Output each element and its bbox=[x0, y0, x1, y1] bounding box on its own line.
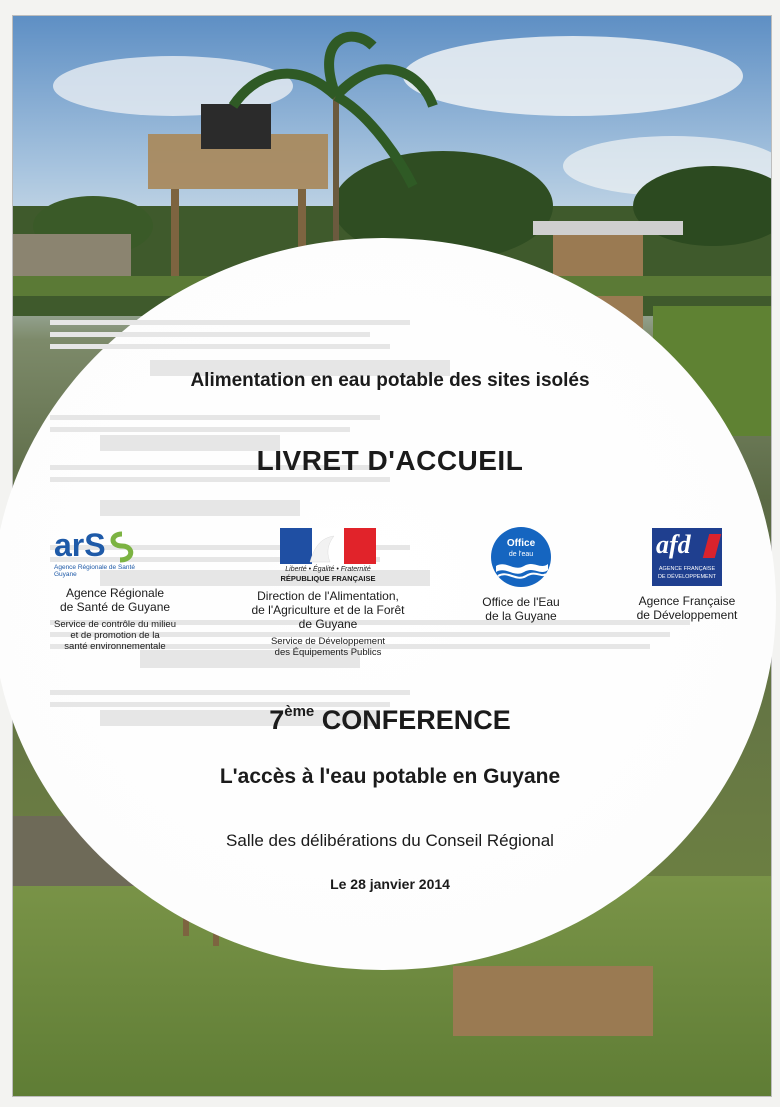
republic-motto: Liberté • Égalité • Fraternité bbox=[285, 566, 371, 573]
ars-sub-line1: Service de contrôle du milieu bbox=[54, 619, 176, 630]
conference-label: CONFERENCE bbox=[321, 705, 511, 735]
oeg-logo-block bbox=[458, 526, 584, 623]
document-title: LIVRET D'ACCUEIL bbox=[256, 445, 524, 476]
ars-sub-line2: et de promotion de la bbox=[70, 630, 160, 641]
conference-date: Le 28 janvier 2014 bbox=[330, 876, 450, 892]
daaf-logo-block bbox=[240, 528, 416, 658]
afd-logo-icon bbox=[652, 528, 722, 586]
ars-tagline: Agence Régionale de Santé bbox=[54, 564, 135, 571]
afd-name-line2: de Développement bbox=[636, 608, 738, 622]
afd-name-line1: Agence Française bbox=[638, 594, 736, 608]
conference-heading bbox=[0, 703, 780, 736]
conference-suffix: ème bbox=[284, 703, 315, 720]
ars-name-line1: Agence Régionale bbox=[65, 586, 165, 600]
afd-tag-line2: DE DÉVELOPPEMENT bbox=[657, 574, 717, 580]
daaf-name-line2: de l'Agriculture et de la Forêt bbox=[251, 603, 405, 617]
afd-tag-line1: AGENCE FRANÇAISE bbox=[658, 566, 716, 572]
daaf-name-line3: de Guyane bbox=[298, 617, 358, 631]
ars-mark: arS bbox=[54, 528, 106, 563]
oeg-mark-line2: de l'eau bbox=[508, 551, 534, 558]
oeg-name-line2: de la Guyane bbox=[485, 609, 557, 623]
office-de-leau-logo-icon bbox=[490, 526, 552, 588]
ars-logo-icon bbox=[52, 528, 152, 564]
ars-name-line2: de Santé de Guyane bbox=[59, 600, 171, 614]
conference-venue: Salle des délibérations du Conseil Régional bbox=[226, 831, 554, 850]
afd-logo-block bbox=[615, 528, 759, 622]
daaf-sub-line2: des Équipements Publics bbox=[274, 647, 382, 658]
ars-sub-line3: santé environnementale bbox=[64, 641, 166, 652]
document-subtitle: Alimentation en eau potable des sites isolés bbox=[190, 370, 590, 391]
daaf-name-line1: Direction de l'Alimentation, bbox=[257, 589, 399, 603]
conference-title: L'accès à l'eau potable en Guyane bbox=[219, 765, 561, 788]
oeg-name-line1: Office de l'Eau bbox=[482, 595, 560, 609]
republic-name: RÉPUBLIQUE FRANÇAISE bbox=[280, 574, 376, 583]
oeg-mark-line1: Office bbox=[506, 538, 536, 549]
afd-mark: afd bbox=[656, 530, 691, 559]
ars-logo-block bbox=[30, 528, 200, 652]
conference-number: 7 bbox=[269, 705, 285, 735]
ars-tagline-region: Guyane bbox=[54, 571, 77, 578]
daaf-sub-line1: Service de Développement bbox=[270, 636, 386, 647]
marianne-logo-icon bbox=[280, 528, 376, 564]
